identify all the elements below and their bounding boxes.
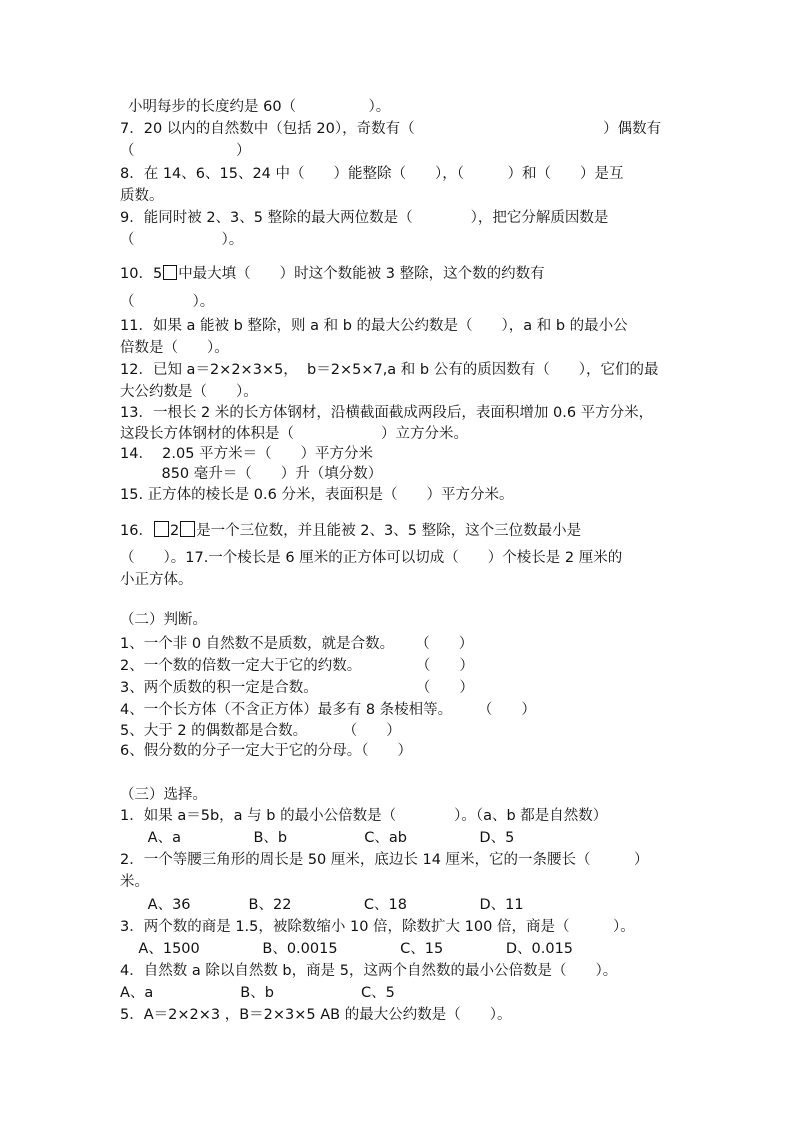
judge-item-6: 6、假分数的分子一定大于它的分母。（ ） xyxy=(120,743,412,759)
choice-q2-line2: 米。 xyxy=(120,874,149,890)
q6-tail: 小明每步的长度约是 60（ ）。 xyxy=(128,99,391,115)
q9-line2: （ ）。 xyxy=(120,232,244,248)
q8-line1: 8．在 14、6、15、24 中（ ）能整除（ ），（ ）和（ ）是互 xyxy=(120,166,624,182)
choice-q5: 5．A＝2×2×3 ，B＝2×3×5 AB 的最大公约数是（ ）。 xyxy=(120,1007,512,1023)
q13-line1: 13．一根长 2 米的长方体钢材，沿横截面截成两段后，表面积增加 0.6 平方分米， xyxy=(120,405,654,421)
q12-line2: 大公约数是（ ）。 xyxy=(120,384,258,400)
judge-item-5: 5、大于 2 的偶数都是合数。 （ ） xyxy=(120,723,401,739)
choice-q1-options: A、a B、b C、ab D、5 xyxy=(120,830,515,846)
judge-heading: （二）判断。 xyxy=(120,612,207,628)
judge-item-2: 2、一个数的倍数一定大于它的约数。 （ ） xyxy=(120,658,474,674)
q14-line1: 14． 2.05 平方米＝（ ）平方分米 xyxy=(120,446,374,462)
q16-prefix: 16． xyxy=(120,523,153,539)
choice-heading: （三）选择。 xyxy=(120,787,207,803)
q7-line2: （ ） xyxy=(120,143,251,159)
choice-q3: 3．两个数的商是 1.5，被除数缩小 10 倍，除数扩大 100 倍，商是（ ）。 xyxy=(120,919,635,935)
choice-q3-options: A、1500 B、0.0015 C、15 D、0.015 xyxy=(120,941,574,957)
q9-line1: 9．能同时被 2、3、5 整除的最大两位数是（ ），把它分解质因数是 xyxy=(120,210,609,226)
choice-q2-line1: 2．一个等腰三角形的周长是 50 厘米，底边长 14 厘米，它的一条腰长（ ） xyxy=(120,852,649,868)
choice-q1: 1．如果 a＝5b，a 与 b 的最小公倍数是（ ）。（a、b 都是自然数） xyxy=(120,808,608,824)
q10-line1 xyxy=(120,264,545,284)
digit-box xyxy=(180,521,195,537)
q15: 15. 正方体的棱长是 0.6 分米，表面积是（ ）平方分米。 xyxy=(120,487,514,503)
q12-line1: 12．已知 a＝2×2×3×5， b＝2×5×7,a 和 b 公有的质因数有（ ），它们的最 xyxy=(120,362,659,378)
q16-text: 是一个三位数，并且能被 2、3、5 整除，这个三位数最小是 xyxy=(196,523,582,539)
judge-item-1: 1、一个非 0 自然数不是质数，就是合数。 （ ） xyxy=(120,636,474,652)
q10-text: 中最大填（ ）时这个数能被 3 整除，这个数的约数有 xyxy=(178,266,545,282)
choice-q4: 4．自然数 a 除以自然数 b，商是 5，这两个自然数的最小公倍数是（ ）。 xyxy=(120,963,618,979)
q10-line2: （ ）。 xyxy=(120,294,215,310)
digit-box xyxy=(163,265,177,280)
q7-line1: 7．20 以内的自然数中（包括 20），奇数有（ ）偶数有 xyxy=(120,121,662,137)
q17-line2: 小正方体。 xyxy=(120,572,193,588)
q14-line2: 850 毫升＝（ ）升（填分数） xyxy=(120,466,383,482)
q11-line2: 倍数是（ ）。 xyxy=(120,340,229,356)
judge-item-3: 3、两个质数的积一定是合数。 （ ） xyxy=(120,680,474,696)
judge-item-4: 4、一个长方体（不含正方体）最多有 8 条棱相等。 （ ） xyxy=(120,702,536,718)
q10-prefix: 10．5 xyxy=(120,266,163,282)
q8-line2: 质数。 xyxy=(120,188,164,204)
q11-line1: 11．如果 a 能被 b 整除，则 a 和 b 的最大公约数是（ ），a 和 b 的最小公 xyxy=(120,318,628,334)
q16-line1 xyxy=(120,521,581,541)
digit-box xyxy=(154,521,169,537)
choice-q2-options: A、36 B、22 C、18 D、11 xyxy=(120,897,524,913)
q13-line2: 这段长方体钢材的体积是（ ）立方分米。 xyxy=(120,426,468,442)
choice-q4-options: A、a B、b C、5 xyxy=(120,985,395,1001)
q16-mid: 2 xyxy=(169,523,180,539)
q16-line2: （ ）。17.一个棱长是 6 厘米的正方体可以切成（ ）个棱长是 2 厘米的 xyxy=(120,550,623,566)
